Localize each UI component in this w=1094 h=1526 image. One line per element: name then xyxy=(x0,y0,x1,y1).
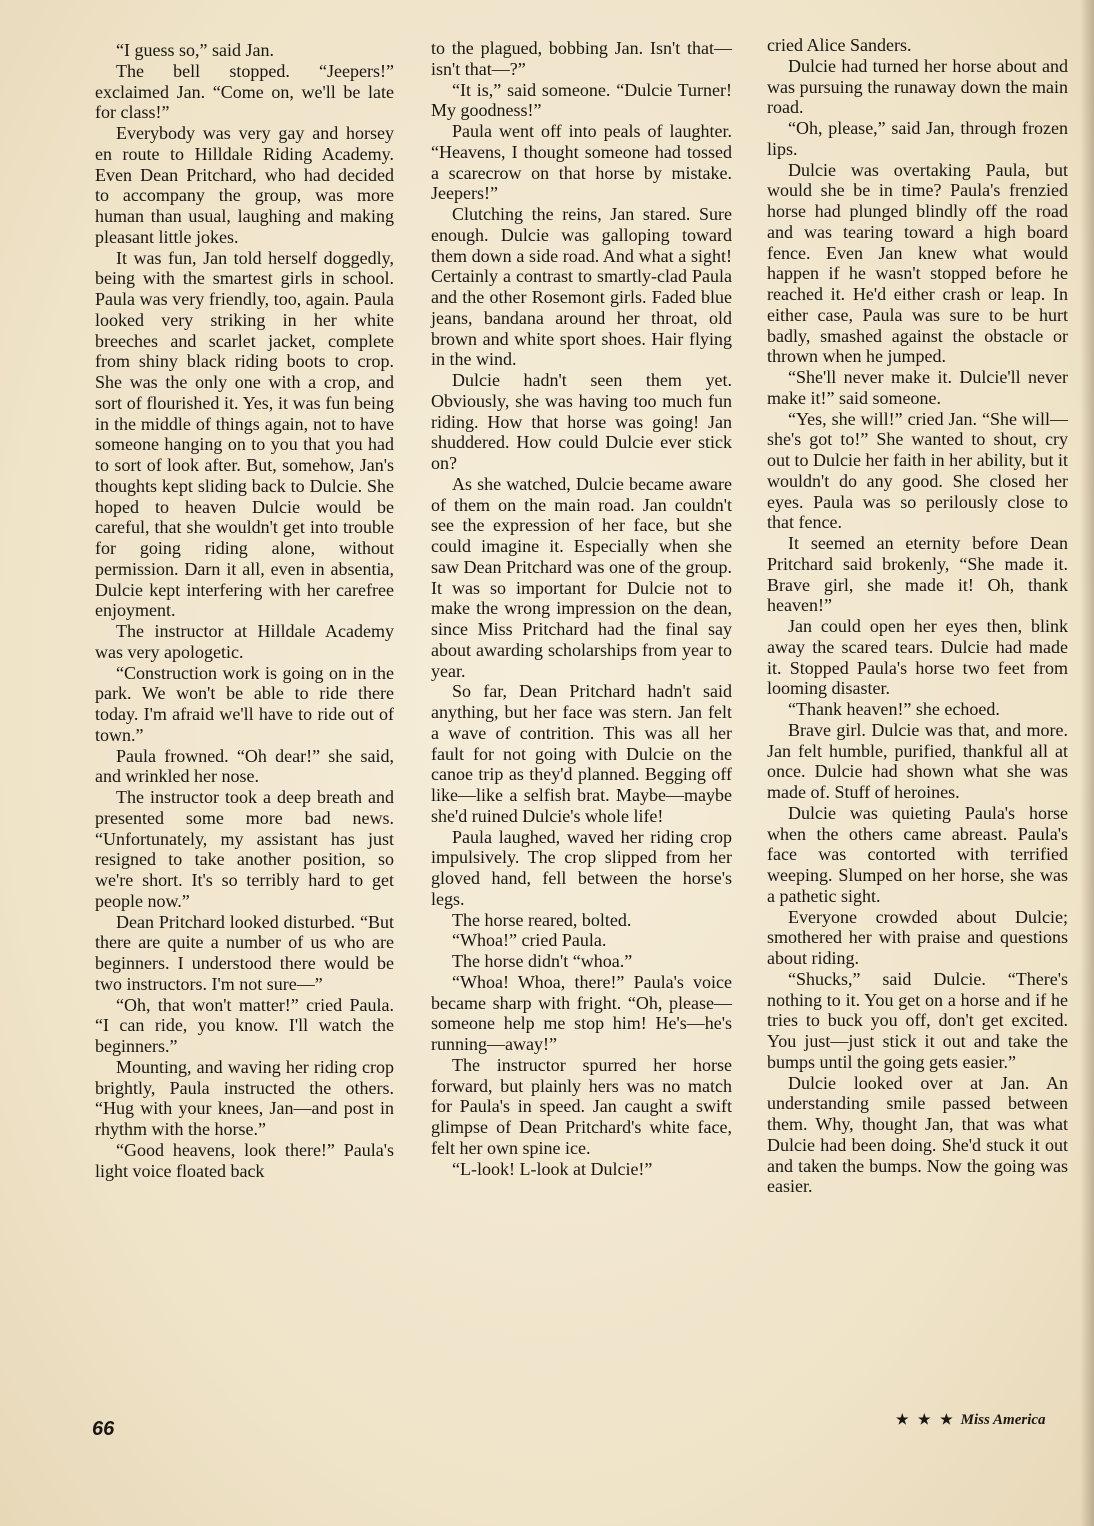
paragraph: The bell stopped. “Jeepers!” exclaimed Jan. “Come on, we'll be late for class!” xyxy=(95,60,394,123)
paragraph: “It is,” said someone. “Dulcie Turner! My goodness!” xyxy=(431,79,732,121)
paragraph: Paula frowned. “Oh dear!” she said, and wrinkled her nose. xyxy=(95,745,394,787)
paragraph: Paula went off into peals of laughter. “Heavens, I thought someone had tossed a scarecrow on that horse by mistake. Jeepers!” xyxy=(431,121,732,204)
paragraph: “Oh, please,” said Jan, through frozen lips. xyxy=(767,118,1068,159)
publication-name: Miss America xyxy=(960,1412,1046,1428)
paragraph: “Yes, she will!” cried Jan. “She will—she's got to!” She wanted to shout, cry out to Dulcie her faith in her ability, but it wouldn't do any good. She closed her eyes. Paula was so perilously close to that fence. xyxy=(767,408,1068,533)
text-column-1 xyxy=(95,40,394,1181)
paragraph: “I guess so,” said Jan. xyxy=(116,40,274,60)
paragraph: “Oh, that won't matter!” cried Paula. “I can ride, you know. I'll watch the beginners.” xyxy=(95,994,394,1056)
paragraph: The horse reared, bolted. xyxy=(452,909,632,930)
paragraph: It was fun, Jan told herself doggedly, being with the smartest girls in school. Paula was very friendly, too, again. Paula looked very striking in her white breeches and scarlet jacket, complete from shiny black riding boots to crop. She was the only one with a crop, and sort of flourished it. Yes, it was fun being in the middle of things again, not to have someone hanging on to you that you had to sort of look after. But, somehow, Jan's thoughts kept sliding back to Dulcie. She hoped to heaven Dulcie would be careful, that she wouldn't get into trouble for going riding alone, without permission. Darn it all, even in absentia, Dulcie kept interfering with her carefree enjoyment. xyxy=(95,247,394,621)
paragraph: The instructor spurred her horse forward, but plainly hers was no match for Paula's in speed. Jan caught a swift glimpse of Dean Pritchard's white face, felt her own spine ice. xyxy=(431,1054,732,1158)
paragraph: “Whoa!” cried Paula. xyxy=(452,930,607,951)
paragraph: Dulcie had turned her horse about and was pursuing the runaway down the main road. xyxy=(767,55,1068,118)
star-icon: ★ ★ ★ xyxy=(896,1413,956,1428)
paragraph: “Shucks,” said Dulcie. “There's nothing to it. You get on a horse and if he tries to buck you off, don't get excited. You just—just stick it out and take the bumps until the going gets easier.” xyxy=(767,968,1068,1072)
paragraph: Jan could open her eyes then, blink away the scared tears. Dulcie had made it. Stopped Paula's horse two feet from looming disaster. xyxy=(767,616,1068,699)
paragraph: Everyone crowded about Dulcie; smothered her with praise and questions about riding. xyxy=(767,906,1068,968)
paragraph-continued: to the plagued, bobbing Jan. Isn't that—isn't that—?” xyxy=(431,38,732,79)
paragraph: Clutching the reins, Jan stared. Sure enough. Dulcie was galloping toward them down a side road. And what a sight! Certainly a contrast to smartly-clad Paula and the other Rosemont girls. Faded blue jeans, bandana around her throat, old brown and white sport shoes. Hair flying in the wind. xyxy=(431,204,732,370)
running-footer xyxy=(896,1412,1046,1429)
paragraph: Dean Pritchard looked disturbed. “But there are quite a number of us who are beginners. I understood there would be two instructors. I'm not sure—” xyxy=(95,911,394,994)
page-number: 66 xyxy=(92,1418,115,1440)
paragraph: Everybody was very gay and horsey en route to Hilldale Riding Academy. Even Dean Pritchard, who had decided to accompany the group, was more human than usual, laughing and making pleasant little jokes. xyxy=(95,123,394,247)
paragraph: “Good heavens, look there!” Paula's light voice floated back xyxy=(95,1139,394,1181)
paragraph: The instructor took a deep breath and presented some more bad news. “Unfortunately, my assistant has just resigned to take another position, so we're short. It's so terribly hard to get people now.” xyxy=(95,787,394,911)
text-column-2 xyxy=(431,38,732,1179)
paragraph: Dulcie was quieting Paula's horse when the others came abreast. Paula's face was contorted with terrified weeping. Slumped on her horse, she was a pathetic sight. xyxy=(767,802,1068,906)
paragraph: Mounting, and waving her riding crop brightly, Paula instructed the others. “Hug with your knees, Jan—and post in rhythm with the horse.” xyxy=(95,1056,394,1139)
paragraph: As she watched, Dulcie became aware of them on the main road. Jan couldn't see the expression of her face, but she could imagine it. Especially when she saw Dean Pritchard was one of the group. It was so important for Dulcie not to make the wrong impression on the dean, since Miss Pritchard had the final say about awarding scholarships from year to year. xyxy=(431,473,732,681)
paragraph: Dulcie hadn't seen them yet. Obviously, she was having too much fun riding. How that horse was going! Jan shuddered. How could Dulcie ever stick on? xyxy=(431,370,732,473)
paragraph: It seemed an eternity before Dean Pritchard said brokenly, “She made it. Brave girl, she made it! Oh, thank heaven!” xyxy=(767,533,1068,616)
paragraph: “Whoa! Whoa, there!” Paula's voice became sharp with fright. “Oh, please—someone help me stop him! He's—he's running—away!” xyxy=(431,971,732,1054)
paragraph: “She'll never make it. Dulcie'll never make it!” said someone. xyxy=(767,367,1068,408)
paragraph: Paula laughed, waved her riding crop impulsively. The crop slipped from her gloved hand, fell between the horse's legs. xyxy=(431,826,732,909)
paragraph: Brave girl. Dulcie was that, and more. Jan felt humble, purified, thankful all at once. Dulcie had shown what she was made of. Stuff of heroines. xyxy=(767,719,1068,802)
page-edge-shadow xyxy=(1080,0,1094,1526)
paragraph: “Construction work is going on in the park. We won't be able to ride there today. I'm afraid we'll have to ride out of town.” xyxy=(95,662,394,745)
paragraph: “Thank heaven!” she echoed. xyxy=(788,699,1000,719)
paragraph: Dulcie was overtaking Paula, but would she be in time? Paula's frenzied horse had plunged blindly off the road and was tearing toward a high board fence. Even Jan knew what would happen if he wasn't stopped before he reached it. He'd either crash or leap. In either case, Paula was sure to be hurt badly, smashed against the obstacle or thrown when he jumped. xyxy=(767,159,1068,367)
text-column-3 xyxy=(767,35,1068,1197)
paragraph: The horse didn't “whoa.” xyxy=(452,951,633,971)
paragraph: Dulcie looked over at Jan. An understanding smile passed between them. Why, thought Jan, that was what Dulcie had been doing. She'd stuck it out and taken the bumps. Now the going was easier. xyxy=(767,1072,1068,1197)
paragraph: The instructor at Hilldale Academy was very apologetic. xyxy=(95,621,394,662)
paragraph: So far, Dean Pritchard hadn't said anything, but her face was stern. Jan felt a wave of contrition. This was all her fault for not going with Dulcie on the canoe trip as they'd planned. Begging off like—like a selfish brat. Maybe—maybe she'd ruined Dulcie's whole life! xyxy=(431,681,732,826)
paragraph-continued: cried Alice Sanders. xyxy=(767,35,912,55)
paragraph: “L-look! L-look at Dulcie!” xyxy=(452,1158,653,1179)
